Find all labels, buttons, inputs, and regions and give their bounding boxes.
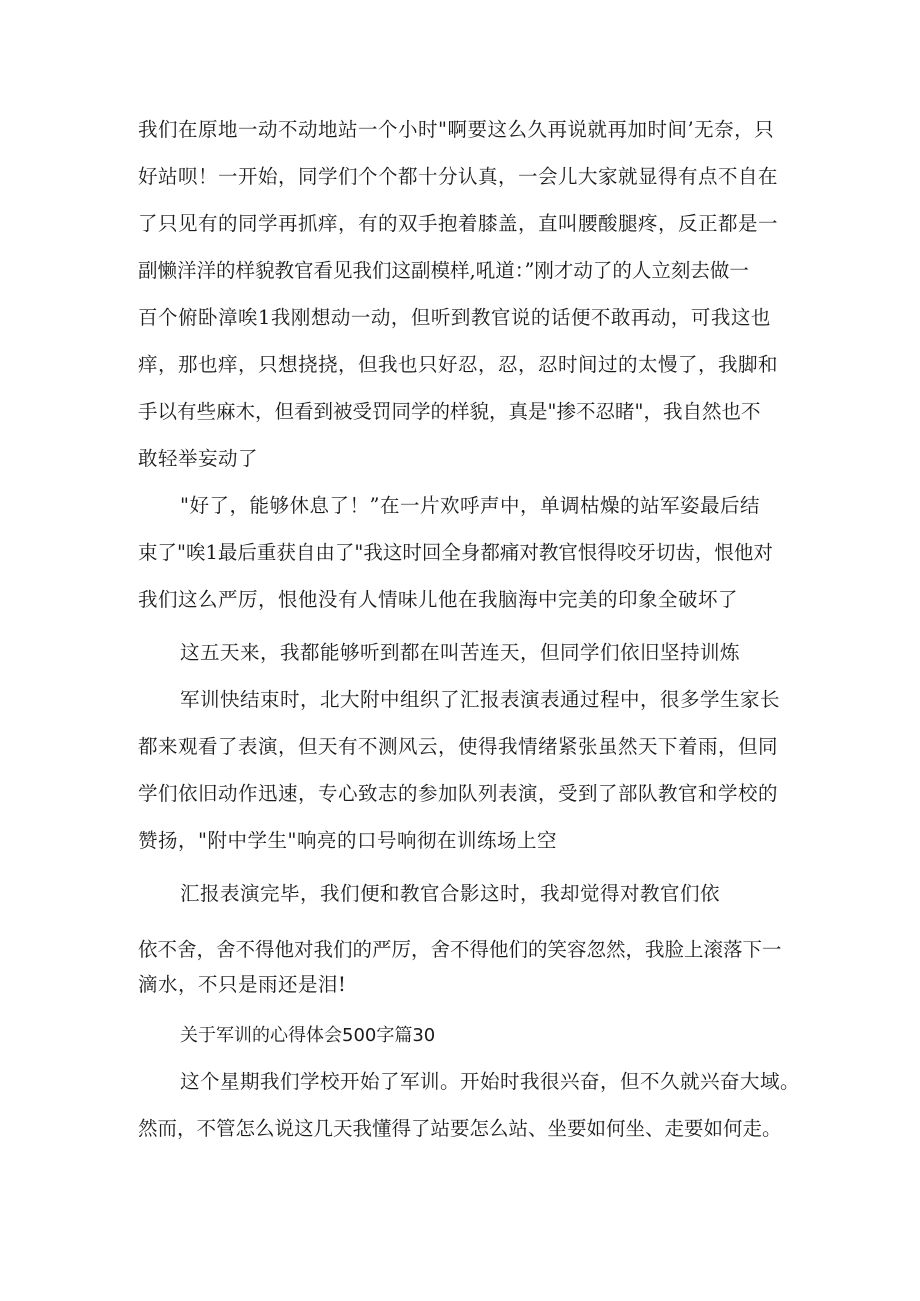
text-line: 好站呗！一开始，同学们个个都十分认真，一会儿大家就显得有点不自在	[138, 165, 779, 188]
text-line: 滴水，不只是雨还是泪!	[138, 973, 347, 996]
text-line: 学们依旧动作迅速，专心致志的参加队列表演，受到了部队教官和学校的	[138, 782, 779, 805]
text-line: 汇报表演完毕，我们便和教官合影这时，我却觉得对教官们依	[180, 882, 721, 905]
text-line: 敢轻举妄动了	[138, 447, 259, 470]
text-line: 然而，不管怎么说这几天我懂得了站要怎么站、坐要如何坐、走要如何走。	[138, 1117, 782, 1140]
text-line: 束了"唉1最后重获自由了"我这时回全身都痛对教官恨得咬牙切齿，恨他对	[138, 541, 773, 564]
text-line: 都来观看了表演，但天有不测风云，使得我情绪紧张虽然天下着雨，但同	[138, 735, 779, 758]
section-heading: 关于军训的心得体会500字篇30	[180, 1025, 436, 1046]
text-line: 这五天来，我都能够听到都在叫苦连天，但同学们依旧坚持训炼	[180, 641, 741, 664]
text-line: 我们在原地一动不动地站一个小时"啊要这么久再说就再加时间’无奈，只	[138, 118, 775, 141]
text-line: 我们这么严厉，恨他没有人情味儿他在我脑海中完美的印象全破坏了	[138, 588, 739, 611]
text-line: 手以有些麻木，但看到被受罚同学的样貌，真是"掺不忍睹"，我自然也不	[138, 400, 761, 423]
text-line: 了只见有的同学再抓痒，有的双手抱着膝盖，直叫腰酸腿疼，反正都是一	[138, 212, 779, 235]
text-line: 依不舍，舍不得他对我们的严厉，舍不得他们的笑容忽然，我脸上滚落下一	[138, 938, 782, 961]
text-line: 赞扬，"附中学生"响亮的口号响彻在训练场上空	[138, 829, 557, 852]
text-line: 痒，那也痒，只想挠挠，但我也只好忍，忍，忍时间过的太慢了，我脚和	[138, 353, 779, 376]
text-line: 军训快结束时，北大附中组织了汇报表演表通过程中，很多学生家长	[180, 688, 781, 711]
text-line: "好了，能够休息了！”在一片欢呼声中，单调枯燥的站军姿最后结	[180, 494, 760, 517]
text-line: 百个俯卧漳唉1我刚想动一动，但听到教官说的话便不敢再动，可我这也	[138, 306, 771, 329]
text-line: 这个星期我们学校开始了军训。开始时我很兴奋，但不久就兴奋大域。	[180, 1070, 801, 1093]
text-line: 副懒洋洋的样貌教官看见我们这副模样,吼道：”刚才动了的人立刻去做一	[138, 259, 749, 282]
